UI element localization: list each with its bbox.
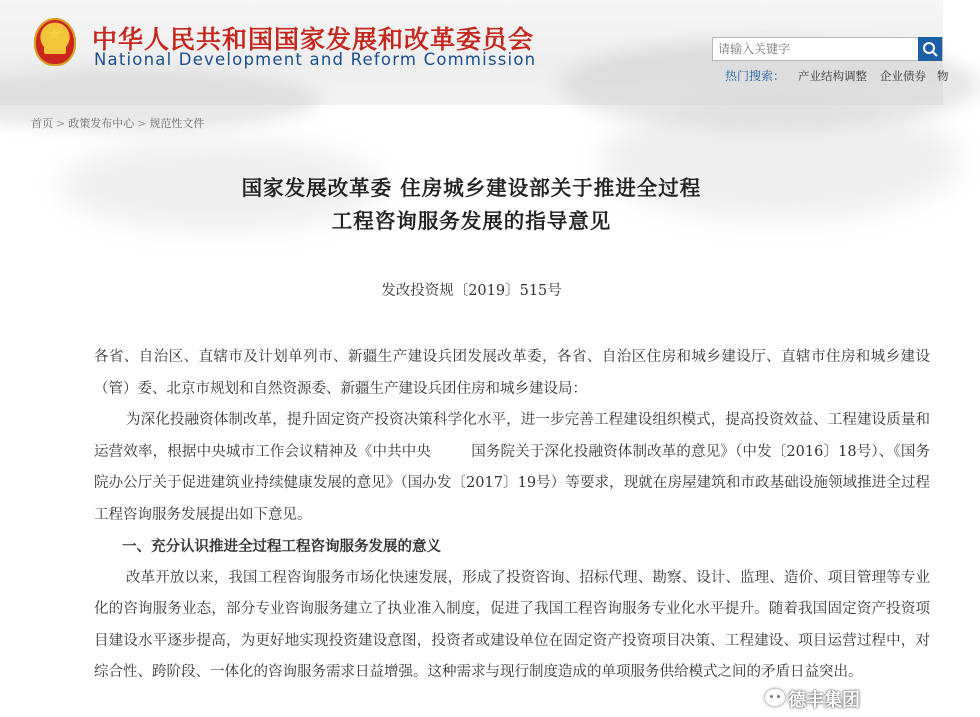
star-icon: ★ xyxy=(46,24,63,45)
document-title-line2: 工程咨询服务发展的指导意见 xyxy=(331,209,612,233)
breadcrumb-separator: > xyxy=(56,117,66,130)
watermark-text: 德丰集团 xyxy=(788,690,860,711)
section-paragraph: 改革开放以来，我国工程咨询服务市场化快速发展，形成了投资咨询、招标代理、勘察、设计、监理、造价、项目管理等专业化的咨询服务业态，部分专业咨询服务建立了执业准入制度，促进了我国工程咨询服务专业化水平提升。随着我国固定资产投资项目建设水平逐步提高，为更好地实现投资建设意图，投资者或建设单位在固定资产投资项目决策、工程建设、项目运营过程中，对综合性、跨阶段、一体化的咨询服务需求日益增强。这种需求与现行制度造成的单项服务供给模式之间的矛盾日益突出。 xyxy=(94,569,930,680)
search-input[interactable] xyxy=(713,38,918,60)
breadcrumb xyxy=(31,115,204,131)
breadcrumb-separator: > xyxy=(137,117,147,130)
document-title-line1: 国家发展改革委 住房城乡建设部关于推进全过程 xyxy=(241,176,702,200)
search-button[interactable] xyxy=(918,37,942,61)
intro-paragraph xyxy=(94,405,930,531)
site-title-cn[interactable]: 中华人民共和国国家发展和改革委员会 xyxy=(92,25,535,54)
intro-text-b: 国务院关于深化投融资体制改革的意见》（中发〔2016〕18号）、《国务院办公厅关于促进建筑业持续健康发展的意见》（国办发〔2017〕19号）等要求，现就在房屋建筑和市政基础设施领域推进全过程工程咨询服务发展提出如下意见。 xyxy=(94,443,930,523)
document-title xyxy=(0,172,943,238)
document-body xyxy=(94,342,930,689)
section-heading: 一、充分认识推进全过程工程咨询服务发展的意义 xyxy=(122,538,441,555)
document-number: 发改投资规〔2019〕515号 xyxy=(381,283,562,299)
intro-text-a: 为深化投融资体制改革，提升固定资产投资决策科学化水平，进一步完善工程建设组织模式，提高投资效益、工程建设质量和运营效率，根据中央城市工作会议精神及《中共中央 xyxy=(94,412,930,460)
site-title-en[interactable]: National Development and Reform Commission xyxy=(94,50,537,69)
hot-search-label: 热门搜索： xyxy=(725,69,786,83)
addressee-paragraph: 各省、自治区、直辖市及计划单列市、新疆生产建设兵团发展改革委，各省、自治区住房和城乡建设厅、直辖市住房和城乡建设（管）委、北京市规划和自然资源委、新疆生产建设兵团住房和城乡建设局： xyxy=(94,349,930,397)
breadcrumb-normative-docs[interactable]: 规范性文件 xyxy=(149,117,205,130)
hot-search-item[interactable]: 产业结构调整 xyxy=(798,69,867,83)
breadcrumb-policy-center[interactable]: 政策发布中心 xyxy=(68,117,135,130)
gate-icon xyxy=(44,46,66,54)
hot-search-item[interactable]: 物 xyxy=(937,69,949,83)
search-box xyxy=(712,37,943,61)
hot-search-item[interactable]: 企业债券 xyxy=(880,69,926,83)
breadcrumb-home[interactable]: 首页 xyxy=(31,117,53,130)
national-emblem-icon[interactable] xyxy=(34,18,76,66)
search-icon xyxy=(918,37,942,61)
wechat-icon xyxy=(765,689,785,706)
site-header xyxy=(0,0,949,105)
